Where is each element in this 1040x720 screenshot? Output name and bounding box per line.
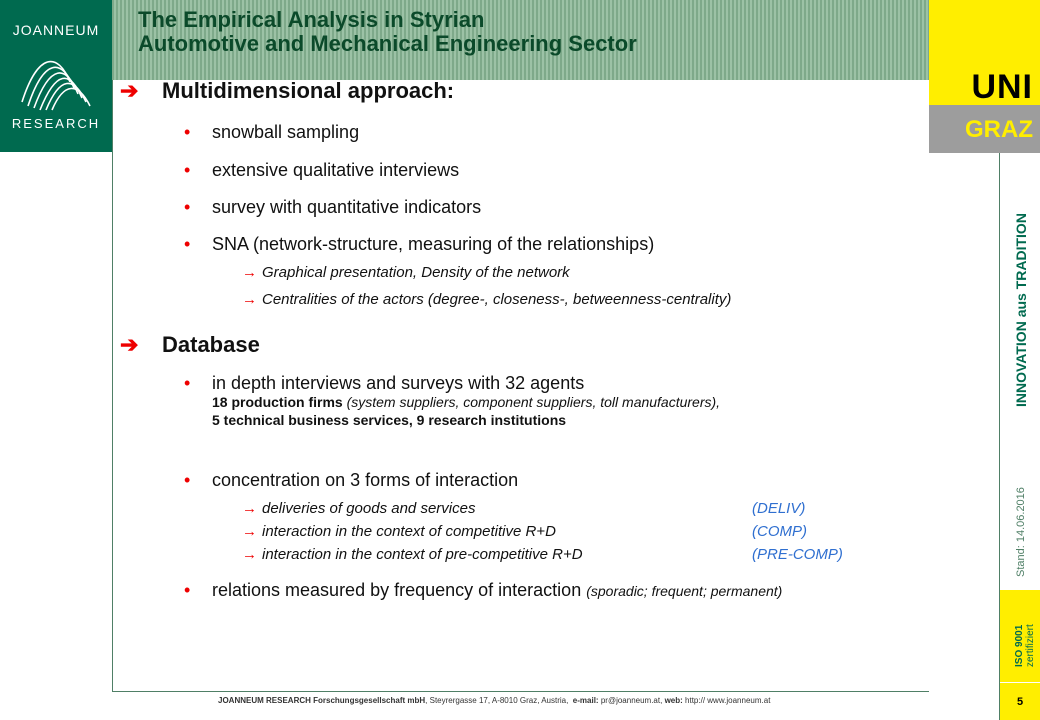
footer: JOANNEUM RESEARCH Forschungsgesellschaft mbH, Steyrergasse 17, A-8010 Graz, Austria, e-mail: pr@joanneum.at, web: http:// www.joanneum.at [218, 696, 771, 705]
title-line-1: The Empirical Analysis in Styrian [138, 7, 485, 32]
stand-date: Stand: 14.06.2016 [1015, 487, 1027, 577]
detail-line: 5 technical business services, 9 research institutions [212, 412, 567, 428]
bullet-dot-icon: • [184, 470, 191, 490]
bullet-dot-icon: • [184, 197, 191, 217]
graz-logo-text: GRAZ [965, 116, 1033, 143]
bullet-dot-icon: • [184, 580, 191, 600]
iso-text [1014, 624, 1036, 667]
frame-left-rule [112, 80, 113, 692]
arrow-right-icon: ➔ [120, 332, 139, 357]
frame-bottom-rule [112, 691, 929, 692]
code-label: (PRE-COMP) [752, 546, 843, 563]
bullet-dot-icon: • [184, 122, 191, 142]
page-title [138, 8, 637, 56]
title-line-2: Automotive and Mechanical Engineering Sector [138, 31, 637, 56]
arrow-right-icon: → [242, 546, 257, 563]
detail-line: 18 production firms (system suppliers, component suppliers, toll manufacturers), [212, 394, 721, 410]
footer-email-link[interactable]: pr@joanneum.at, [600, 696, 663, 705]
uni-logo-text: UNI [971, 68, 1033, 106]
bullet-dot-icon: • [184, 234, 191, 254]
bullet-dot-icon: • [184, 160, 191, 180]
arrow-right-icon: ➔ [120, 78, 139, 103]
bullet-dot-icon: • [184, 373, 191, 393]
arrow-right-icon: → [242, 291, 257, 308]
logo-swirl-icon [18, 42, 94, 112]
arrow-right-icon: → [242, 523, 257, 540]
code-label: (DELIV) [752, 500, 806, 517]
logo-top-text: JOANNEUM [12, 22, 100, 38]
logo-bottom-text: RESEARCH [11, 116, 101, 131]
iso-label: ISO 9001 [1014, 624, 1025, 667]
joanneum-logo [0, 0, 112, 152]
page-number: 5 [1016, 696, 1024, 708]
footer-web-link[interactable]: http:// www.joanneum.at [685, 696, 771, 705]
tagline: INNOVATION aus TRADITION [1013, 213, 1029, 407]
title-bar [112, 0, 929, 80]
code-label: (COMP) [752, 523, 807, 540]
arrow-right-icon: → [242, 264, 257, 281]
iso-certified: zertifiziert [1025, 624, 1036, 667]
arrow-right-icon: → [242, 500, 257, 517]
